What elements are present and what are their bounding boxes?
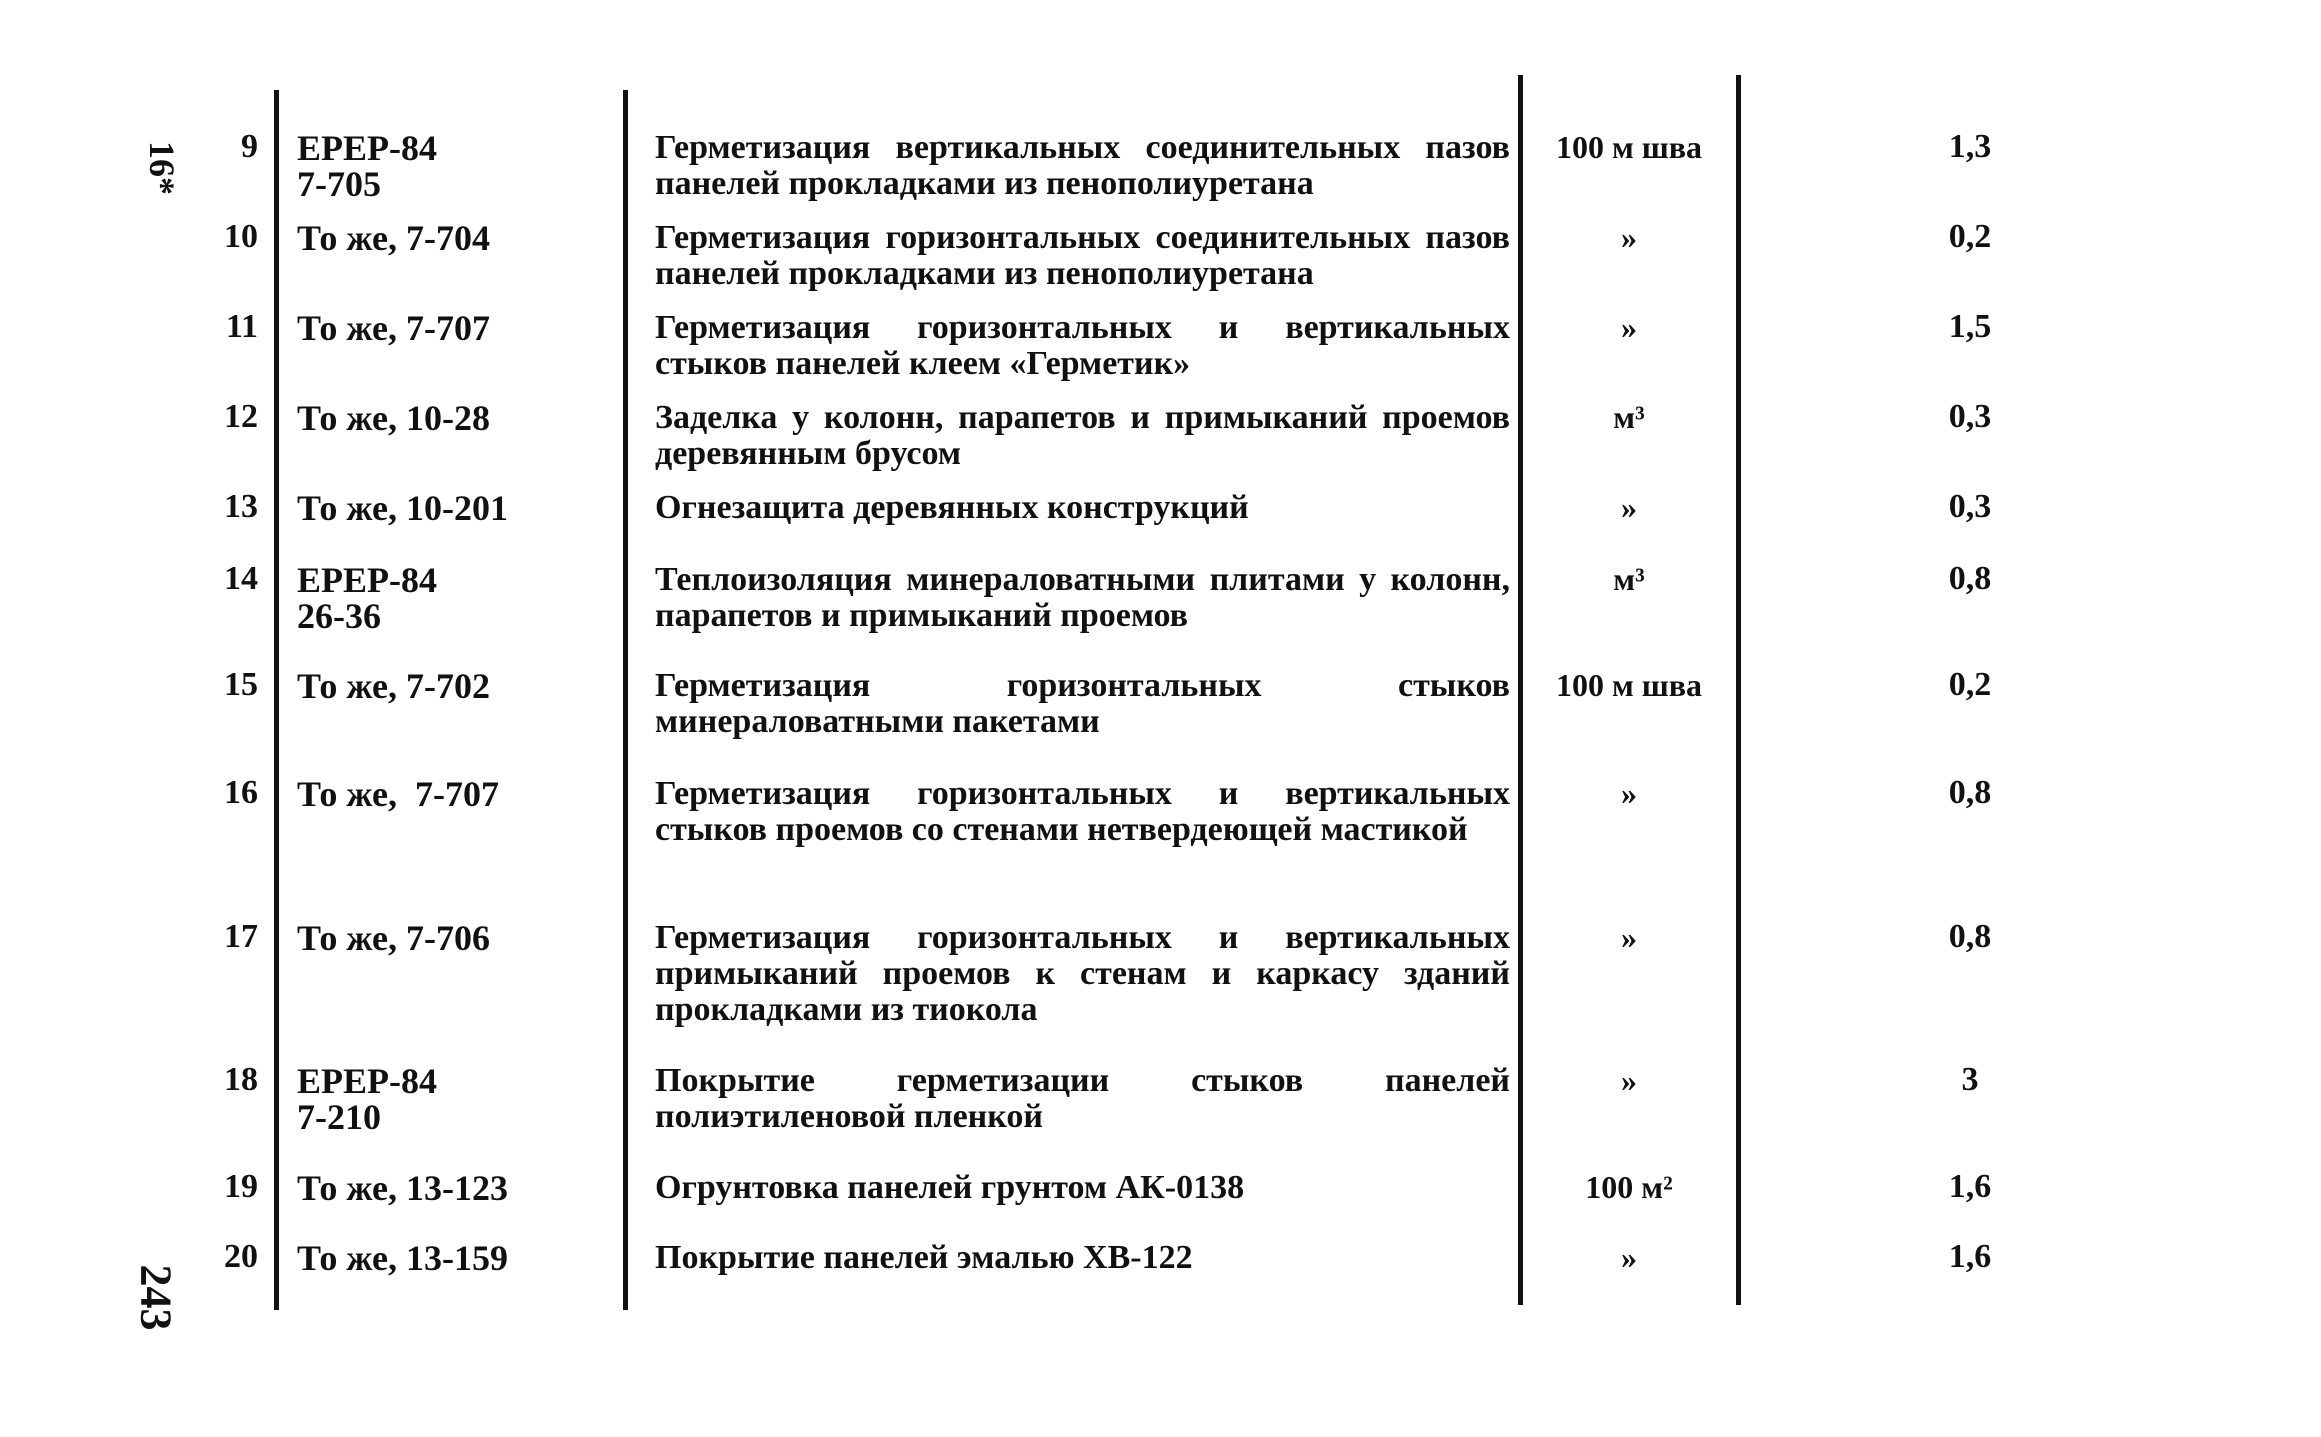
column-rule-2: [623, 90, 628, 1310]
row-number: 19: [224, 1168, 258, 1205]
row-number: 15: [224, 666, 258, 703]
quantity: 0,2: [1948, 218, 1992, 255]
quantity: 0,3: [1948, 488, 1992, 525]
norm-code: ЕРЕР-84 7-210: [297, 1061, 437, 1137]
column-rule-4: [1736, 75, 1741, 1305]
norm-code: ЕРЕР-84 7-705: [297, 128, 437, 204]
work-description: Герметизация вертикальных соединительных пазов панелей прокладками из пенополиуретана: [655, 129, 1510, 202]
column-rule-3: [1518, 75, 1523, 1305]
quantity: 0,8: [1948, 918, 1992, 955]
work-description: Герметизация горизонтальных и вертикальных стыков панелей клеем «Герметик»: [655, 309, 1510, 382]
norm-code: ЕРЕР-84 26-36: [297, 560, 437, 636]
norm-code: То же, 10-201: [297, 488, 508, 528]
work-description: Теплоизоляция минераловатными плитами у колонн, парапетов и примыканий проемов: [655, 561, 1510, 634]
unit: »: [1621, 775, 1637, 811]
quantity: 3: [1961, 1061, 1979, 1098]
norm-code: То же, 13-123: [297, 1168, 508, 1208]
row-number: 17: [224, 918, 258, 955]
unit: »: [1621, 309, 1637, 345]
page-number: 243: [131, 1264, 181, 1331]
unit: 100 м²: [1585, 1169, 1673, 1205]
quantity: 1,3: [1948, 128, 1992, 165]
row-number: 16: [224, 774, 258, 811]
norm-code: То же, 7-702: [297, 666, 490, 706]
quantity: 1,6: [1948, 1238, 1992, 1275]
quantity: 0,8: [1948, 560, 1992, 597]
norm-code: То же, 7-707: [297, 774, 499, 814]
unit: »: [1621, 219, 1637, 255]
row-number: 14: [224, 560, 258, 597]
quantity: 1,6: [1948, 1168, 1992, 1205]
unit: м³: [1613, 399, 1645, 435]
norm-code: То же, 7-704: [297, 218, 490, 258]
work-description: Покрытие панелей эмалью ХВ-122: [655, 1239, 1193, 1276]
row-number: 10: [224, 218, 258, 255]
quantity: 0,8: [1948, 774, 1992, 811]
row-number: 20: [224, 1238, 258, 1275]
quantity: 0,2: [1948, 666, 1992, 703]
unit: 100 м шва: [1555, 667, 1703, 703]
quantity: 1,5: [1948, 308, 1992, 345]
row-number: 11: [225, 308, 258, 345]
row-number: 12: [224, 398, 258, 435]
work-description: Заделка у колонн, парапетов и примыканий проемов деревянным брусом: [655, 399, 1510, 472]
row-number: 9: [241, 128, 258, 165]
work-description: Герметизация горизонтальных и вертикальных стыков проемов со стенами нетвердеющей мастикой: [655, 775, 1510, 848]
work-description: Герметизация горизонтальных соединительных пазов панелей прокладками из пенополиуретана: [655, 219, 1510, 292]
row-number: 18: [224, 1061, 258, 1098]
unit: »: [1621, 489, 1637, 525]
unit: м³: [1613, 561, 1645, 597]
column-rule-1: [274, 90, 279, 1310]
unit: »: [1621, 919, 1637, 955]
quantity: 0,3: [1948, 398, 1992, 435]
sheet-mark: 16*: [142, 141, 182, 195]
unit: 100 м шва: [1555, 129, 1703, 165]
norm-code: То же, 10-28: [297, 398, 490, 438]
work-description: Герметизация горизонтальных и вертикальных примыканий проемов к стенам и каркасу зданий прокладками из тиокола: [655, 919, 1510, 1028]
work-description: Огнезащита деревянных конструкций: [655, 489, 1249, 526]
norm-code: То же, 7-706: [297, 918, 490, 958]
unit: »: [1621, 1239, 1637, 1275]
unit: »: [1621, 1062, 1637, 1098]
norm-code: То же, 13-159: [297, 1238, 508, 1278]
work-description: Огрунтовка панелей грунтом АК-0138: [655, 1169, 1245, 1206]
row-number: 13: [224, 488, 258, 525]
work-description: Покрытие герметизации стыков панелей полиэтиленовой пленкой: [655, 1062, 1510, 1135]
norm-code: То же, 7-707: [297, 308, 490, 348]
work-description: Герметизация горизонтальных стыков минераловатными пакетами: [655, 667, 1510, 740]
